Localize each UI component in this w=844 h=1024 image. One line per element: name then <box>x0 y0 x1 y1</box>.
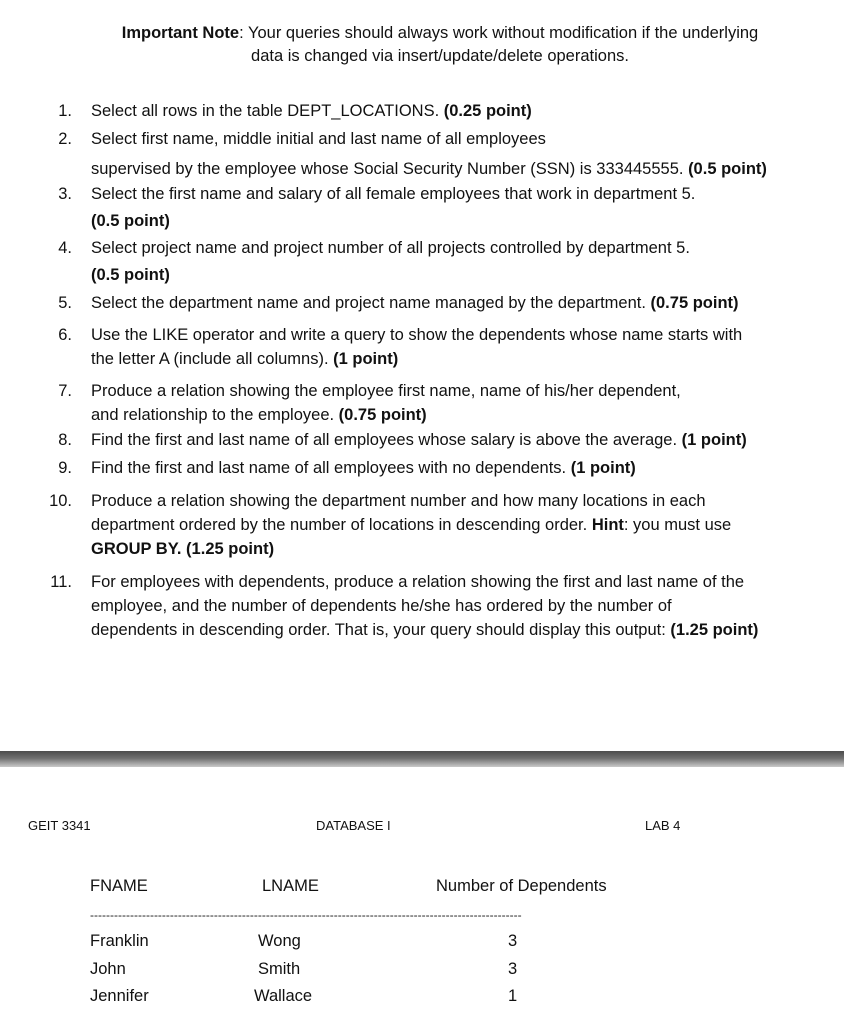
table-cell: Franklin <box>90 932 149 950</box>
table-cell: Jennifer <box>90 987 149 1005</box>
table-cell: 3 <box>508 932 518 950</box>
column-header-fname: FNAME <box>90 877 148 895</box>
course-code: GEIT 3341 <box>28 818 91 833</box>
note-text-line-2: data is changed via insert/update/delete operations. <box>251 47 629 65</box>
note-label: Important Note <box>121 24 240 42</box>
table-cell: 3 <box>508 960 518 978</box>
note-text-line-1: : Your queries should always work without modification if the underlying <box>239 24 759 42</box>
course-title: DATABASE I <box>316 818 391 833</box>
table-cell: Wallace <box>254 987 313 1005</box>
table-cell: Smith <box>258 960 301 978</box>
important-note <box>0 22 844 68</box>
column-header-lname: LNAME <box>262 877 319 895</box>
table-cell: Wong <box>258 932 301 950</box>
column-header-dependents: Number of Dependents <box>436 877 607 895</box>
page-divider <box>0 751 844 767</box>
table-cell: 1 <box>508 987 518 1005</box>
table-separator: ------------------------------------------------------------------------------------------------------------ <box>90 908 522 922</box>
table-cell: John <box>90 960 126 978</box>
lab-label: LAB 4 <box>645 818 681 833</box>
